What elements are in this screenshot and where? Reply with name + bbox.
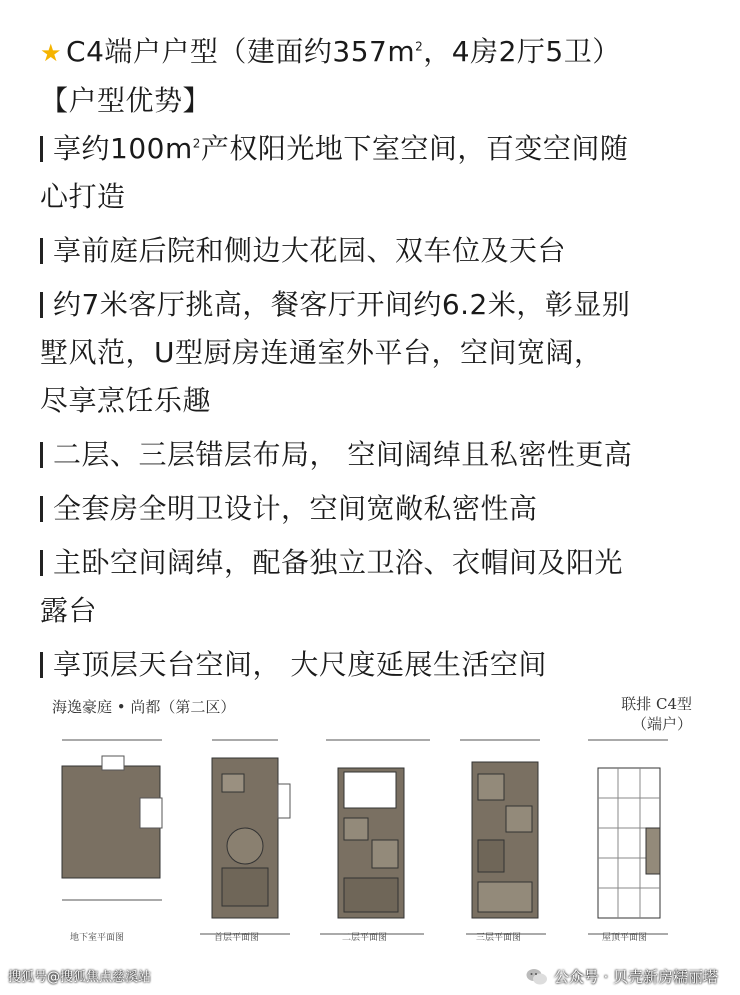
plan-unit-type: 联排 C4型 （端户）	[621, 695, 692, 733]
floor-label: 二层平面图	[342, 933, 388, 943]
bullet-bar-icon	[40, 238, 43, 264]
second-floor-plan	[320, 740, 430, 943]
bullet-bar-icon	[40, 292, 43, 318]
basement-plan	[62, 740, 162, 943]
bullet-bar-icon	[40, 550, 43, 576]
bullet-bar-icon	[40, 442, 43, 468]
floor-plans-drawing	[0, 688, 740, 995]
floor-label: 地下室平面图	[70, 933, 125, 943]
article-text	[40, 28, 720, 689]
bullet-5: 全套房全明卫设计，空间宽敞私密性高	[40, 485, 720, 533]
bullet-6: 主卧空间阔绰，配备独立卫浴、衣帽间及阳光	[40, 539, 720, 587]
roof-plan	[588, 740, 668, 943]
bullet-1: 享约$100m^2$产权阳光地下室空间，百变空间随	[40, 125, 720, 173]
floor-label: 三层平面图	[476, 933, 522, 943]
star-icon: ★	[40, 39, 63, 67]
plan-project-name: 海逸豪庭 • 尚都（第二区）	[52, 698, 236, 716]
bullet-bar-icon	[40, 136, 43, 162]
bullet-7: 享顶层天台空间， 大尺度延展生活空间	[40, 641, 720, 689]
floor-label: 首层平面图	[214, 933, 260, 943]
bullet-3: 约7米客厅挑高，餐客厅开间约6.2米，彰显别	[40, 281, 720, 329]
title-line: ★ C4端户户型（建面约$357m^2$，4房2厅5卫）	[40, 35, 621, 68]
third-floor-plan	[460, 740, 546, 943]
bullet-2: 享前庭后院和侧边大花园、双车位及天台	[40, 227, 720, 275]
ground-floor-plan	[200, 740, 290, 943]
bullet-1-cont: 心打造	[40, 180, 126, 213]
floor-label: 屋顶平面图	[602, 933, 648, 943]
sohu-watermark: 搜狐号@搜狐焦点慈溪站	[8, 970, 152, 985]
wechat-icon	[526, 968, 548, 986]
bullet-3-cont-2: 尽享烹饪乐趣	[40, 384, 212, 417]
bullet-6-cont: 露台	[40, 594, 98, 627]
bullet-bar-icon	[40, 652, 43, 678]
section-heading: 【户型优势】	[40, 84, 212, 117]
bullet-4: 二层、三层错层布局， 空间阔绰且私密性更高	[40, 431, 720, 479]
wechat-watermark: 公众号 · 贝壳新房糯丽塔	[526, 966, 718, 987]
floor-plan-image	[0, 688, 740, 995]
bullet-3-cont-1: 墅风范，U型厨房连通室外平台，空间宽阔，	[40, 336, 603, 369]
bullet-bar-icon	[40, 496, 43, 522]
